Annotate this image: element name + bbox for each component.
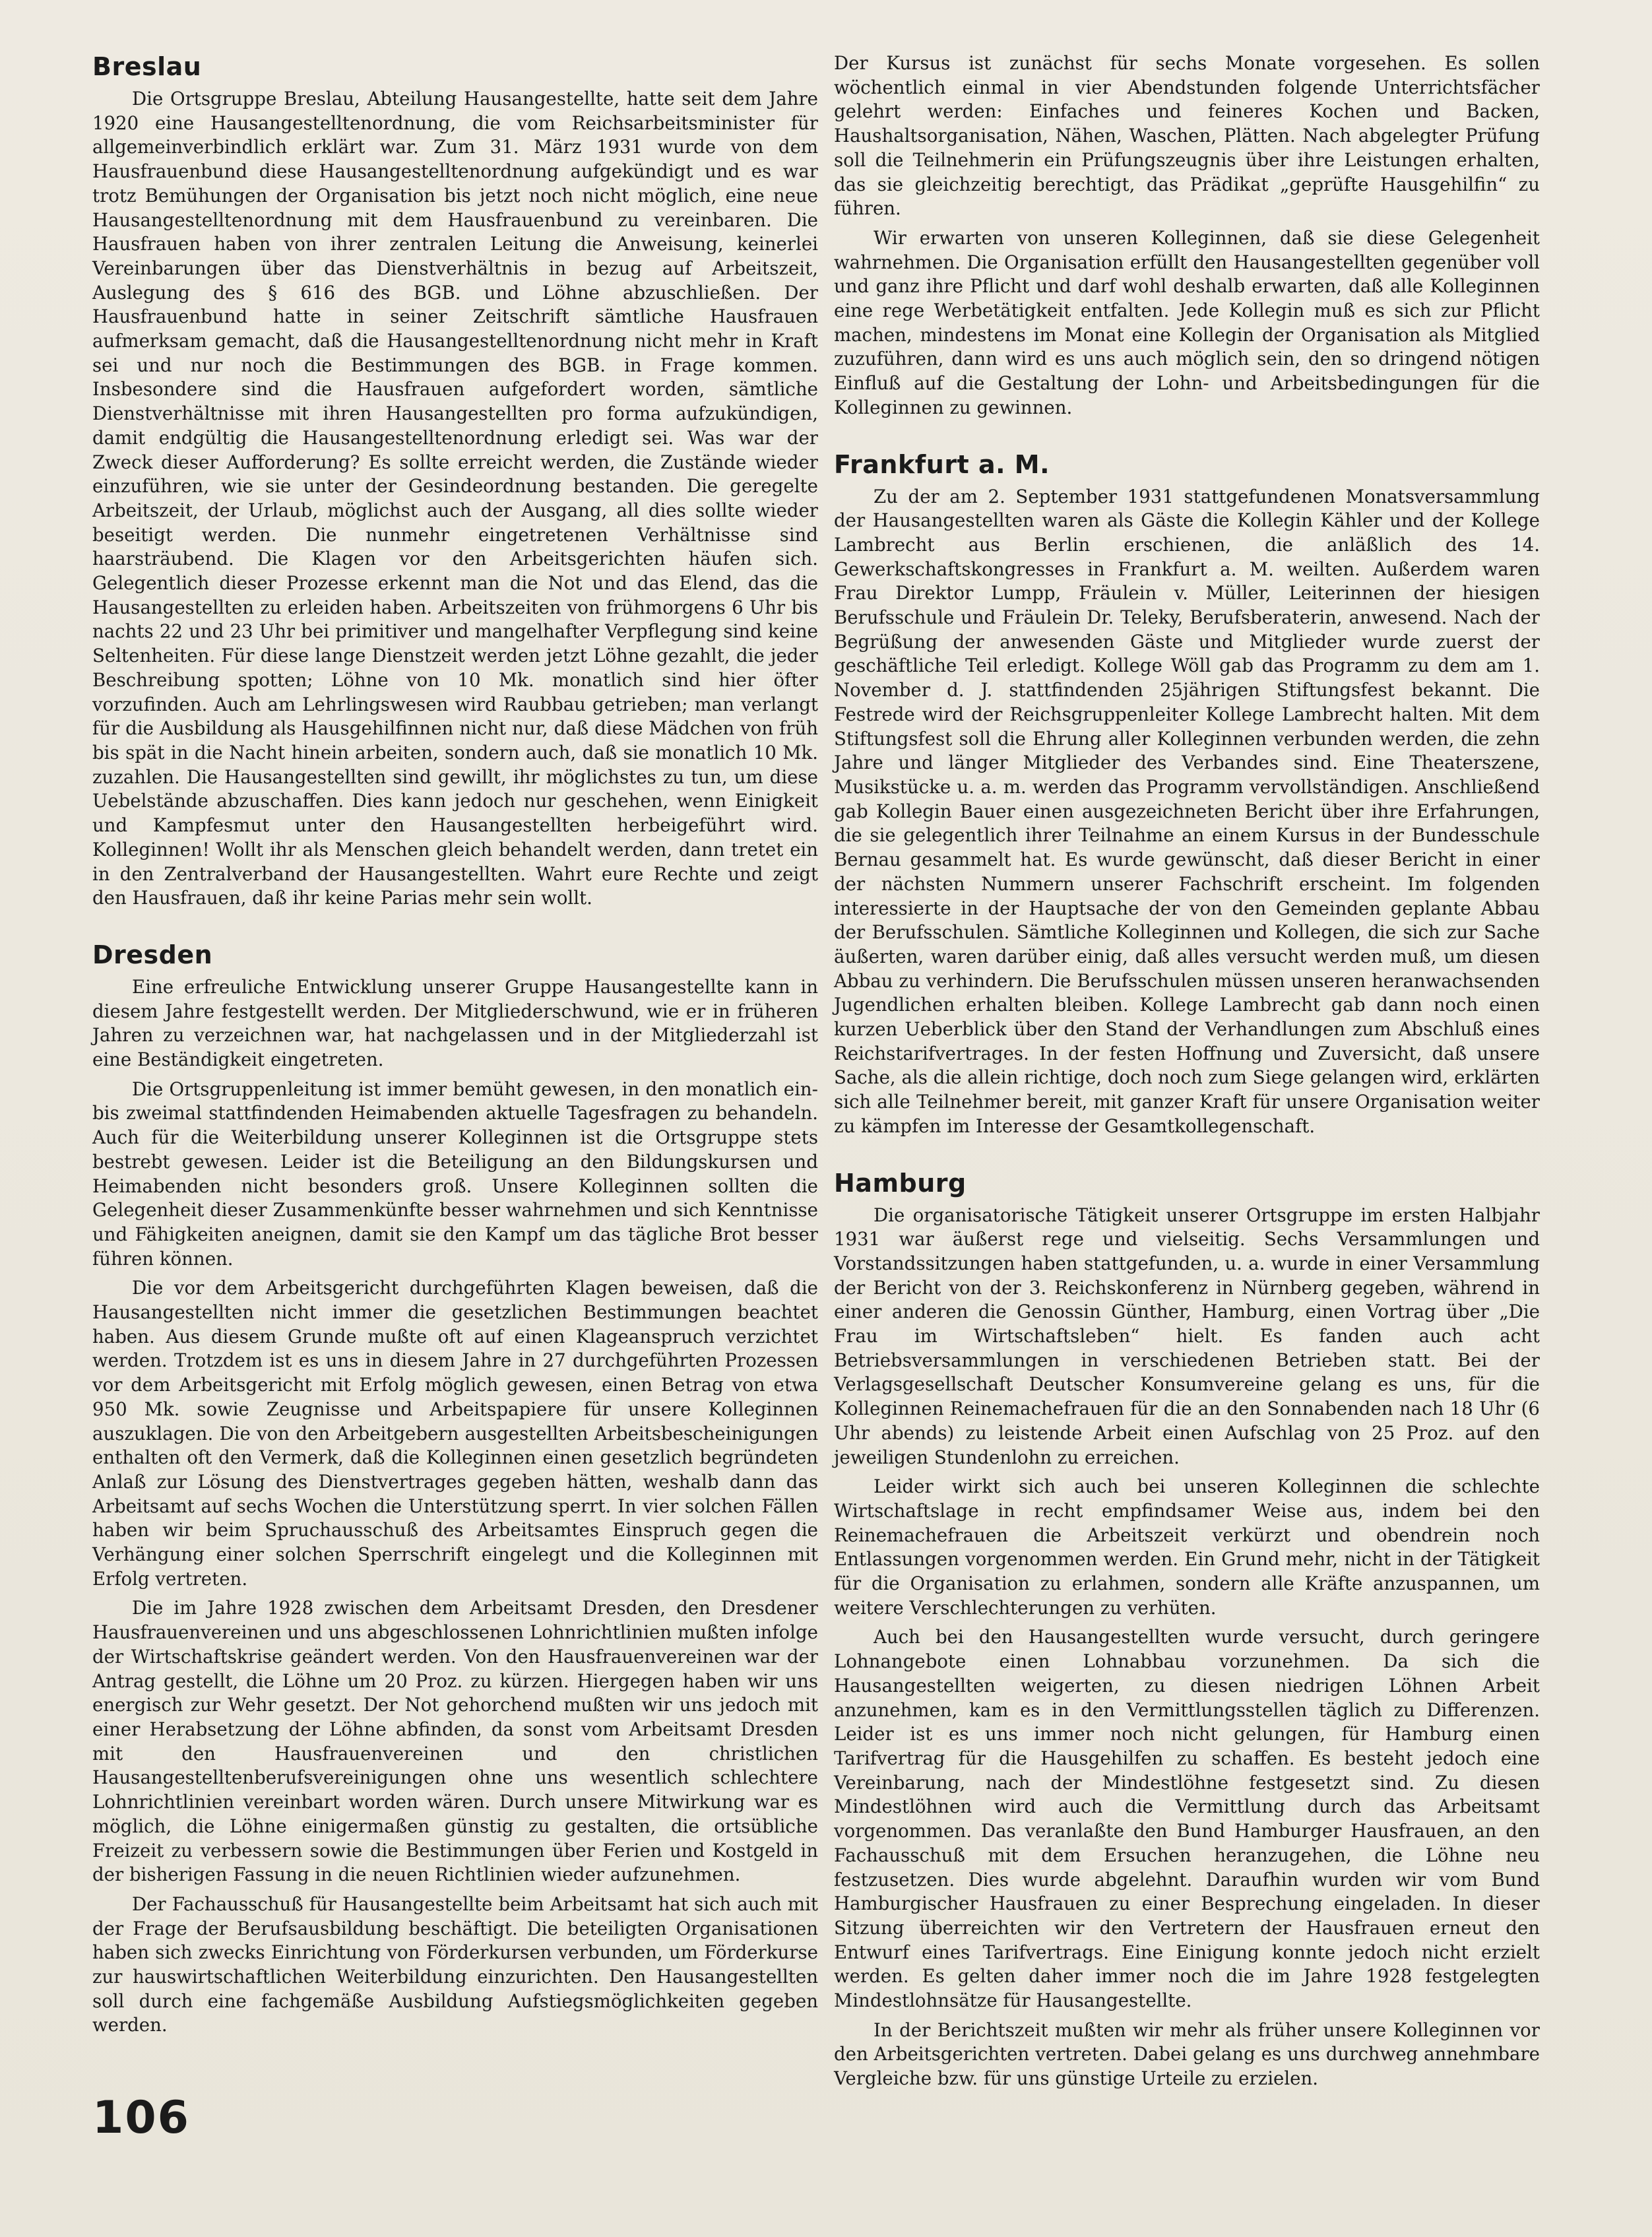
paragraph: Die organisatorische Tätigkeit unserer Ortsgruppe im ersten Halbjahr 1931 war äußerst rege und vielseitig. Sechs Versammlungen und Vorstandssitzungen haben stattgefunden, u. a. wurde in einer Versammlung der Bericht von der 3. Reichskonferenz in Nürnberg gegeben, während in einer anderen die Genossin Günther, Hamburg, einen Vortrag über „Die Frau im Wirtschaftsleben“ hielt. Es fanden auch acht Betriebsversammlungen in verschiedenen Betrieben statt. Bei der Verlagsgesellschaft Deutscher Konsumvereine gelang es uns, für die Kolleginnen Reinemachefrauen für die an den Sonnabenden nach 18 Uhr (6 Uhr abends) zu leistende Arbeit einen Aufschlag von 25 Proz. auf den jeweiligen Stundenlohn zu erreichen. [834, 1204, 1540, 1468]
section-dresden [92, 940, 818, 2038]
page-number: 106 [92, 2092, 190, 2144]
section-breslau [92, 51, 818, 911]
paragraph: Die vor dem Arbeitsgericht durchgeführten Klagen beweisen, daß die Hausangestellten nicht immer die gesetzlichen Bestimmungen beachtet haben. Aus diesem Grunde mußte oft auf einen Klageanspruch verzichtet werden. Trotzdem ist es uns in diesem Jahre in 27 durchgeführten Prozessen vor dem Arbeitsgericht mit Erfolg möglich gewesen, einen Betrag von etwa 950 Mk. sowie Zeugnisse und Arbeitspapiere für unsere Kolleginnen auszuklagen. Die von den Arbeitgebern ausgestellten Arbeitsbescheinigungen enthalten oft den Vermerk, daß die Kolleginnen einen gesetzlich begründeten Anlaß zur Lösung des Dienstvertrages gegeben hätten, weshalb dann das Arbeitsamt auf sechs Wochen die Unterstützung sperrt. In vier solchen Fällen haben wir beim Spruchausschuß des Arbeitsamtes Einspruch gegen die Verhängung einer solchen Sperrschrift eingelegt und die Kolleginnen mit Erfolg vertreten. [92, 1277, 818, 1590]
section-heading: Hamburg [834, 1168, 967, 1198]
section-dresden-continued [834, 51, 1540, 420]
paragraph: Der Kursus ist zunächst für sechs Monate vorgesehen. Es sollen wöchentlich einmal in vier Abendstunden folgende Unterrichtsfächer gelehrt werden: Einfaches und feineres Kochen und Backen, Haushaltsorganisation, Nähen, Waschen, Plätten. Nach abgelegter Prüfung soll die Teilnehmerin ein Prüfungszeugnis über ihre Leistungen erhalten, das sie gleichzeitig berechtigt, das Prädikat „geprüfte Hausgehilfin“ zu führen. [834, 52, 1540, 220]
section-heading: Dresden [92, 940, 213, 969]
paragraph: Die Ortsgruppe Breslau, Abteilung Hausangestellte, hatte seit dem Jahre 1920 eine Hausangestelltenordnung, die vom Reichsarbeitsminister für allgemeinverbindlich erklärt war. Zum 31. März 1931 wurde von dem Hausfrauenbund diese Hausangestelltenordnung aufgekündigt und es war trotz Bemühungen der Organisation bis jetzt noch nicht möglich, eine neue Hausangestelltenordnung mit dem Hausfrauenbund zu vereinbaren. Die Hausfrauen haben von ihrer zentralen Leitung die Anweisung, keinerlei Vereinbarungen über das Dienstverhältnis in bezug auf Arbeitszeit, Auslegung des § 616 des BGB. und Löhne abzuschließen. Der Hausfrauenbund hatte in seiner Zeitschrift sämtliche Hausfrauen aufmerksam gemacht, daß die Hausangestelltenordnung nicht mehr in Kraft sei und nur noch die Bestimmungen des BGB. in Frage kommen. Insbesondere sind die Hausfrauen aufgefordert worden, sämtliche Dienstverhältnisse mit ihren Hausangestellten pro forma aufzukündigen, damit endgültig die Hausangestelltenordnung erledigt sei. Was war der Zweck dieser Aufforderung? Es sollte erreicht werden, die Zustände wieder einzuführen, wie sie unter der Gesindeordnung bestanden. Die geregelte Arbeitszeit, der Urlaub, möglichst auch der Ausgang, all dies sollte wieder beseitigt werden. Die nunmehr eingetretenen Verhältnisse sind haarsträubend. Die Klagen vor den Arbeitsgerichten häufen sich. Gelegentlich dieser Prozesse erkennt man die Not und das Elend, das die Hausangestellten zu erleiden haben. Arbeitszeiten von frühmorgens 6 Uhr bis nachts 22 und 23 Uhr bei primitiver und mangelhafter Verpflegung sind keine Seltenheiten. Für diese lange Dienstzeit werden jetzt Löhne gezahlt, die jeder Beschreibung spotten; Löhne von 10 Mk. monatlich sind hier öfter vorzufinden. Auch am Lehrlingswesen wird Raubbau getrieben; man verlangt für die Ausbildung als Hausgehilfinnen nicht nur, daß diese Mädchen von früh bis spät in die Nacht hinein arbeiten, sondern auch, daß sie monatlich 10 Mk. zuzahlen. Die Hausangestellten sind gewillt, ihr möglichstes zu tun, um diese Uebelstände abzuschaffen. Dies kann jedoch nur geschehen, wenn Einigkeit und Kampfesmut unter den Hausangestellten herbeigeführt wird. Kolleginnen! Wollt ihr als Menschen gleich behandelt werden, dann tretet ein in den Zentralverband der Hausangestellten. Wahrt eure Rechte und zeigt den Hausfrauen, daß ihr keine Parias mehr sein wollt. [92, 88, 818, 909]
paragraph: Zu der am 2. September 1931 stattgefundenen Monatsversammlung der Hausangestellten waren als Gäste die Kollegin Kähler und der Kollege Lambrecht aus Berlin erschienen, die anläßlich des 14. Gewerkschaftskongresses in Frankfurt a. M. weilten. Außerdem waren Frau Direktor Lumpp, Fräulein v. Müller, Leiterinnen der hiesigen Berufsschule und Fräulein Dr. Teleky, Berufsberaterin, anwesend. Nach der Begrüßung der anwesenden Gäste und Mitglieder wurde zuerst der geschäftliche Teil erledigt. Kollege Wöll gab das Programm zu dem am 1. November d. J. stattfindenden 25jährigen Stiftungsfest bekannt. Die Festrede wird der Reichsgruppenleiter Kollege Lambrecht halten. Mit dem Stiftungsfest soll die Ehrung aller Kolleginnen verbunden werden, die zehn Jahre und länger Mitglieder des Verbandes sind. Eine Theaterszene, Musikstücke u. a. m. werden das Programm vervollständigen. Anschließend gab Kollegin Bauer einen ausgezeichneten Bericht über ihre Erfahrungen, die sie gelegentlich ihrer Teilnahme an einem Kursus in der Bundesschule Bernau gesammelt hat. Es wurde gewünscht, daß dieser Bericht in einer der nächsten Nummern unserer Fachschrift erscheint. Im folgenden interessierte in der Hauptsache der von den Gemeinden geplante Abbau der Berufsschulen. Sämtliche Kolleginnen und Kollegen, die sich zur Sache äußerten, waren darüber einig, daß alles versucht werden muß, um diesen Abbau zu verhindern. Die Berufsschulen müssen unseren heranwachsenden Jugendlichen erhalten bleiben. Kollege Lambrecht gab dann noch einen kurzen Ueberblick über den Stand der Verhandlungen zum Abschluß eines Reichstarifvertrages. In der festen Hoffnung und Zuversicht, daß unsere Sache, als die allein richtige, doch noch zum Siege gelangen wird, erklärten sich alle Teilnehmer bereit, mit ganzer Kraft für unsere Organisation weiter zu kämpfen im Interesse der Gesamtkollegenschaft. [834, 485, 1540, 1137]
paragraph: Die im Jahre 1928 zwischen dem Arbeitsamt Dresden, den Dresdener Hausfrauenvereinen und uns abgeschlossenen Lohnrichtlinien mußten infolge der Wirtschaftskrise geändert werden. Von den Hausfrauenvereinen war der Antrag gestellt, die Löhne um 20 Proz. zu kürzen. Hiergegen haben wir uns energisch zur Wehr gesetzt. Der Not gehorchend mußten wir uns jedoch mit einer Herabsetzung der Löhne abfinden, da sonst vom Arbeitsamt Dresden mit den Hausfrauenvereinen und den christlichen Hausangestelltenberufsvereinigungen ohne uns wesentlich schlechtere Lohnrichtlinien vereinbart worden wären. Durch unsere Mitwirkung war es möglich, die Löhne einigermaßen günstig zu gestalten, die ortsübliche Freizeit zu verbessern sowie die Bestimmungen über Ferien und Kostgeld in der bisherigen Fassung in die neuen Richtlinien wieder aufzunehmen. [92, 1597, 818, 1886]
left-column [92, 51, 818, 2067]
paragraph: Der Fachausschuß für Hausangestellte beim Arbeitsamt hat sich auch mit der Frage der Berufsausbildung beschäftigt. Die beteiligten Organisationen haben sich zwecks Einrichtung von Förderkursen verbunden, um Förderkurse zur hauswirtschaftlichen Weiterbildung einzurichten. Den Hausangestellten soll durch eine fachgemäße Ausbildung Aufstiegsmöglichkeiten gegeben werden. [92, 1893, 818, 2036]
section-hamburg [834, 1168, 1540, 2091]
paragraph: Auch bei den Hausangestellten wurde versucht, durch geringere Lohnangebote einen Lohnabbau vorzunehmen. Da sich die Hausangestellten weigerten, zu diesen niedrigen Löhnen Arbeit anzunehmen, kam es in den Vermittlungsstellen täglich zu Differenzen. Leider ist es uns immer noch nicht gelungen, für Hamburg einen Tarifvertrag für die Hausgehilfen zu schaffen. Es besteht jedoch eine Vereinbarung, nach der Mindestlöhne festgesetzt sind. Zu diesen Mindestlöhnen wird auch die Vermittlung durch das Arbeitsamt vorgenommen. Das veranlaßte den Bund Hamburger Hausfrauen, an den Fachausschuß mit dem Ersuchen heranzugehen, die Löhne neu festzusetzen. Dies wurde abgelehnt. Daraufhin wurden wir vom Bund Hamburgischer Hausfrauen zu einer Besprechung eingeladen. In dieser Sitzung überreichten wir den Vertretern der Hausfrauen erneut den Entwurf eines Tarifvertrags. Eine Einigung konnte jedoch nicht erzielt werden. Es gelten daher immer noch die im Jahre 1928 festgelegten Mindestlohnsätze für Hausangestellte. [834, 1626, 1540, 2012]
section-frankfurt [834, 449, 1540, 1139]
right-column [834, 51, 1540, 2120]
section-heading: Breslau [92, 52, 202, 81]
section-heading: Frankfurt a. M. [834, 449, 1050, 479]
paragraph: Die Ortsgruppenleitung ist immer bemüht gewesen, in den monatlich ein- bis zweimal stattfindenden Heimabenden aktuelle Tagesfragen zu behandeln. Auch für die Weiterbildung unserer Kolleginnen ist die Ortsgruppe stets bestrebt gewesen. Leider ist die Beteiligung an den Bildungskursen und Heimabenden nicht besonders groß. Unsere Kolleginnen sollten die Gelegenheit dieser Zusammenkünfte besser wahrnehmen und sich Kenntnisse und Fähigkeiten aneignen, damit sie den Kampf um das tägliche Brot besser führen können. [92, 1078, 818, 1270]
paragraph: Wir erwarten von unseren Kolleginnen, daß sie diese Gelegenheit wahrnehmen. Die Organisation erfüllt den Hausangestellten gegenüber voll und ganz ihre Pflicht und darf wohl deshalb erwarten, daß alle Kolleginnen eine rege Werbetätigkeit entfalten. Jede Kollegin muß es sich zur Pflicht machen, mindestens im Monat eine Kollegin der Organisation als Mitglied zuzuführen, dann wird es uns auch möglich sein, den so dringend nötigen Einfluß auf die Gestaltung der Lohn- und Arbeitsbedingungen für die Kolleginnen zu gewinnen. [834, 226, 1540, 418]
paragraph: Leider wirkt sich auch bei unseren Kolleginnen die schlechte Wirtschaftslage in recht empfindsamer Weise aus, indem bei den Reinemachefrauen die Arbeitszeit verkürzt und obendrein noch Entlassungen vorgenommen werden. Ein Grund mehr, nicht in der Tätigkeit für die Organisation zu erlahmen, sondern alle Kräfte anzuspannen, um weitere Verschlechterungen zu verhüten. [834, 1475, 1540, 1619]
paragraph: Eine erfreuliche Entwicklung unserer Gruppe Hausangestellte kann in diesem Jahre festgestellt werden. Der Mitgliederschwund, wie er in früheren Jahren zu verzeichnen war, hat nachgelassen und in der Mitgliederzahl ist eine Beständigkeit eingetreten. [92, 975, 818, 1071]
paragraph: In der Berichtszeit mußten wir mehr als früher unsere Kolleginnen vor den Arbeitsgerichten vertreten. Dabei gelang es uns durchweg annehmbare Vergleiche bzw. für uns günstige Urteile zu erzielen. [834, 2019, 1540, 2090]
